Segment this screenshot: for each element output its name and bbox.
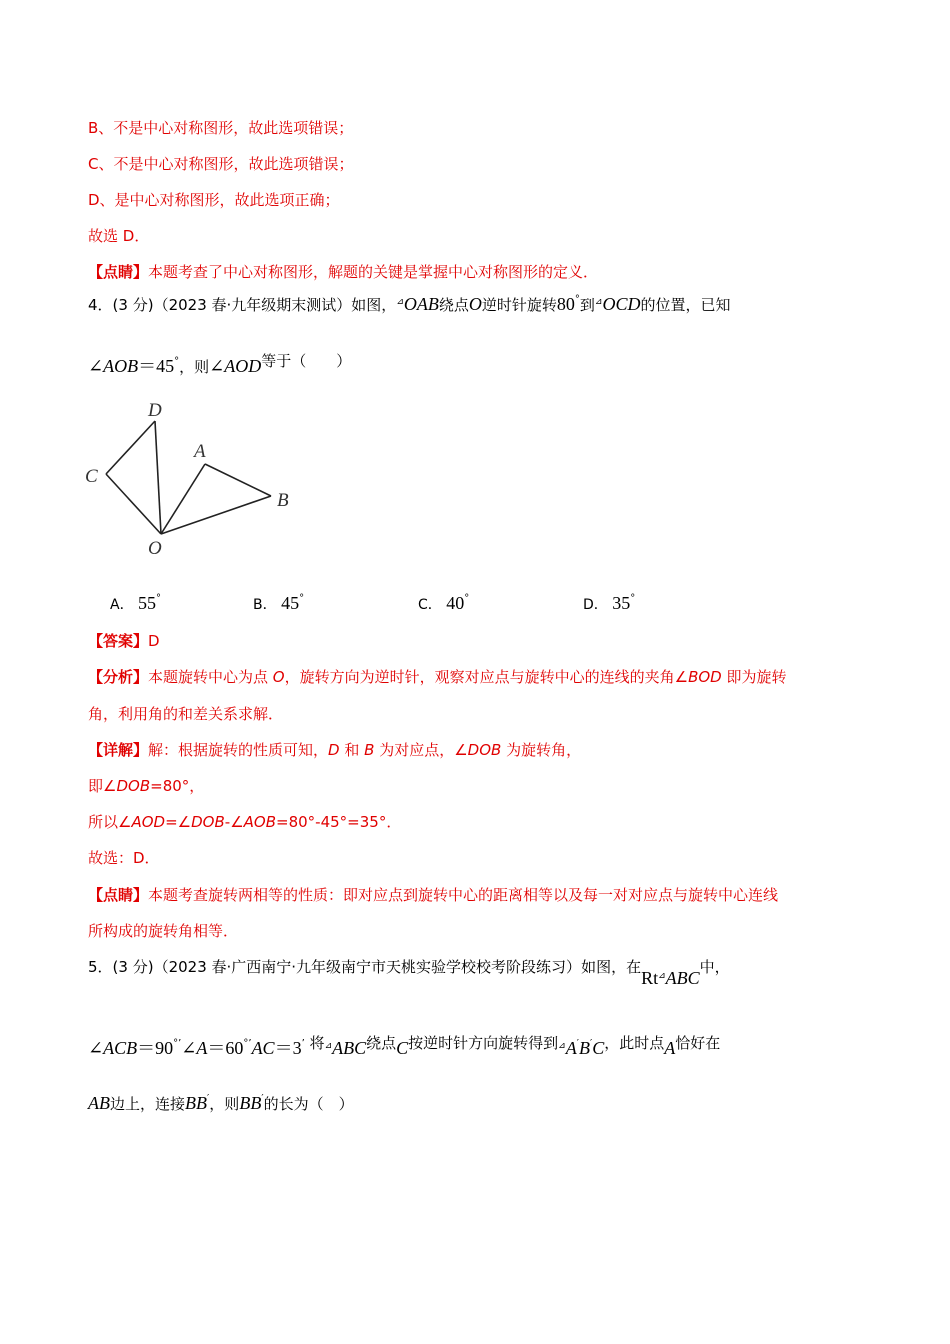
choose-line: 故选 D． bbox=[88, 227, 150, 245]
option-c[interactable]: C． 40° bbox=[418, 593, 470, 613]
segment-dc bbox=[106, 421, 155, 474]
q4-score: (3 分) bbox=[112, 296, 154, 314]
label-c: C bbox=[85, 466, 98, 487]
analysis-line1: 【分析】本题旋转中心为点 O，旋转方向为逆时针，观察对应点与旋转中心的连线的夹角∠BOD 即为旋转 bbox=[88, 668, 787, 686]
q5-stem-line2: ∠ACB＝90°’∠A＝60°’AC＝3’ 将⊿ABC绕点C按逆时针方向旋转得到⊿A′B′C，此时点A恰好在 bbox=[88, 1034, 721, 1058]
option-a[interactable]: A． 55° bbox=[110, 593, 162, 613]
analysis-line2: 角，利用角的和差关系求解． bbox=[88, 705, 284, 723]
q4-stem-line2: ∠AOB＝45°，则∠AOD等于（ ） bbox=[88, 352, 352, 376]
option-d[interactable]: D． 35° bbox=[583, 593, 636, 613]
choose-line-q4: 故选：D． bbox=[88, 849, 160, 867]
note-line bbox=[88, 261, 598, 282]
triangle-symbol: ⊿ bbox=[594, 297, 603, 307]
label-o: O bbox=[148, 538, 162, 559]
segment-bo bbox=[161, 496, 271, 534]
note-line1-q4: 【点睛】本题考查旋转两相等的性质：即对应点到旋转中心的距离相等以及每一对对应点与旋转中心连线 bbox=[88, 886, 779, 904]
analysis-line-b: B、不是中心对称图形，故此选项错误； bbox=[88, 119, 354, 137]
detail-line1: 【详解】解：根据旋转的性质可知，D 和 B 为对应点，∠DOB 为旋转角， bbox=[88, 741, 582, 759]
option-b[interactable]: B． 45° bbox=[253, 593, 305, 613]
q5-stem-line3: AB边上，连接BB′，则BB′的长为（ ） bbox=[88, 1093, 354, 1113]
analysis-line-c: C、不是中心对称图形，故此选项错误； bbox=[88, 155, 354, 173]
q4-figure bbox=[80, 392, 310, 562]
answer-value: D bbox=[148, 632, 160, 650]
detail-line3: 所以∠AOD=∠DOB-∠AOB=80°-45°=35°． bbox=[88, 813, 402, 831]
q4-stem-line1: 4．(3 分)（2023 春·九年级期末测试）如图，⊿OAB绕点O逆时针旋转80°到⊿OCD的位置，已知 bbox=[88, 294, 731, 314]
q4-source: （2023 春·九年级期末测试） bbox=[153, 296, 352, 314]
note-tag: 【点睛】 bbox=[88, 263, 149, 281]
segment-ab bbox=[205, 464, 271, 496]
note-line2-q4: 所构成的旋转角相等． bbox=[88, 922, 239, 940]
note-text: 本题考查了中心对称图形，解题的关键是掌握中心对称图形的定义． bbox=[148, 263, 599, 281]
segment-co bbox=[106, 474, 161, 534]
segment-oa bbox=[161, 464, 205, 534]
label-b: B bbox=[277, 490, 289, 511]
segment-od bbox=[155, 421, 161, 534]
label-a: A bbox=[194, 441, 206, 462]
detail-line2: 即∠DOB=80°， bbox=[88, 777, 205, 795]
analysis-line-d: D、是中心对称图形，故此选项正确； bbox=[88, 191, 340, 209]
q5-stem-line1: 5．(3 分)（2023 春·广西南宁·九年级南宁市天桃实验学校校考阶段练习）如图，在Rt⊿ABC中， bbox=[88, 958, 730, 988]
triangle-symbol: ⊿ bbox=[396, 297, 404, 307]
label-d: D bbox=[148, 400, 162, 421]
answer-line: 【答案】D bbox=[88, 632, 160, 650]
q4-number: 4． bbox=[88, 296, 113, 314]
